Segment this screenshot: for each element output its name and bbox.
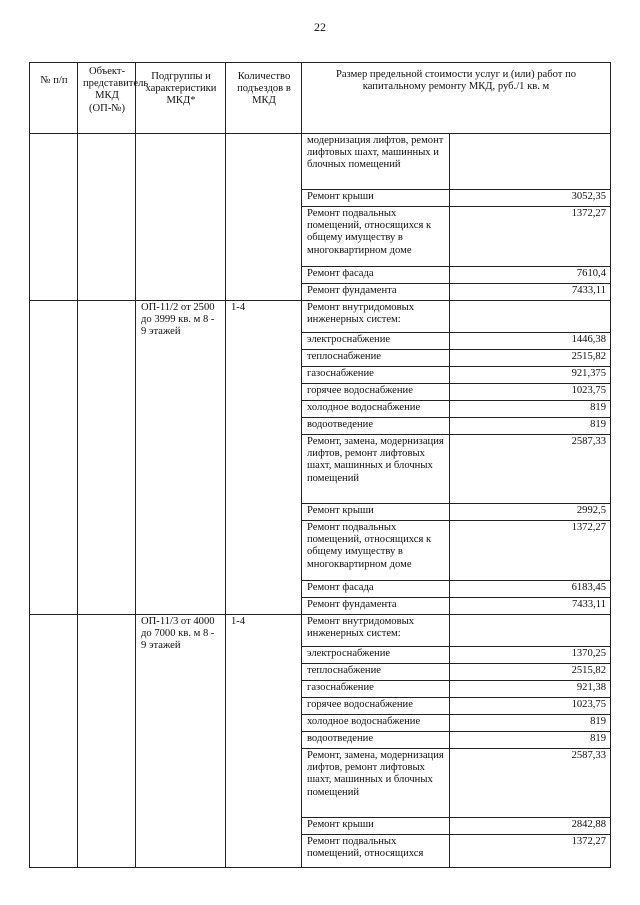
- cell-subgroup: [136, 134, 226, 301]
- cell-entrances: [226, 134, 302, 301]
- subgroup-name: ОП-11/3 от 4000 до 7000 кв. м 8 - 9 этажей: [136, 615, 226, 868]
- cell-num: [30, 615, 78, 868]
- cell-work-name: газоснабжение: [302, 367, 450, 384]
- cell-object: [78, 301, 136, 615]
- cell-work-name: Ремонт, замена, модернизация лифтов, ремонт лифтовых шахт, машинных и блочных помещений: [302, 749, 450, 818]
- cell-num: [30, 134, 78, 301]
- cell-cost-value: 1370,25: [450, 647, 611, 664]
- cell-cost-value: 7433,11: [450, 598, 611, 615]
- cell-work-name: электроснабжение: [302, 647, 450, 664]
- cell-cost-value: 2992,5: [450, 504, 611, 521]
- cell-cost-value: 819: [450, 732, 611, 749]
- cell-work-name: Ремонт подвальных помещений, относящихся к общему имуществу в многоквартирном доме: [302, 521, 450, 581]
- cell-cost-value: 1372,27: [450, 835, 611, 868]
- page-number: 22: [314, 20, 326, 34]
- cell-cost-value: 7433,11: [450, 284, 611, 301]
- cell-cost-value: 819: [450, 401, 611, 418]
- cell-num: [30, 301, 78, 615]
- entrance-count: 1-4: [226, 301, 302, 615]
- cell-work-name: Ремонт фасада: [302, 267, 450, 284]
- cell-cost-value: [450, 134, 611, 190]
- cell-cost-value: 6183,45: [450, 581, 611, 598]
- cell-cost-value: 2515,82: [450, 350, 611, 367]
- cell-work-name: водоотведение: [302, 418, 450, 435]
- cell-cost-value: 1372,27: [450, 521, 611, 581]
- cell-work-name: Ремонт фундамента: [302, 284, 450, 301]
- cost-table: [29, 62, 611, 868]
- cell-work-name: Ремонт подвальных помещений, относящихся к общему имуществу в многоквартирном доме: [302, 207, 450, 267]
- table-row: [30, 301, 611, 333]
- cell-work-name: горячее водоснабжение: [302, 698, 450, 715]
- cell-work-name: водоотведение: [302, 732, 450, 749]
- cell-work-name: Ремонт крыши: [302, 504, 450, 521]
- cell-work-name: теплоснабжение: [302, 350, 450, 367]
- table-header-row: [30, 63, 611, 134]
- cell-work-name: холодное водоснабжение: [302, 715, 450, 732]
- cell-cost-value: 2515,82: [450, 664, 611, 681]
- header-cost: Размер предельной стоимости услуг и (или) работ по капитальному ремонту МКД, руб./1 кв. м: [302, 63, 611, 134]
- cell-work-name: Ремонт подвальных помещений, относящихся: [302, 835, 450, 868]
- cell-cost-value: 3052,35: [450, 190, 611, 207]
- header-entrances: Количество подъездов в МКД: [226, 63, 302, 134]
- table-row: [30, 134, 611, 190]
- cell-work-name: теплоснабжение: [302, 664, 450, 681]
- entrance-count: 1-4: [226, 615, 302, 868]
- cell-cost-value: 1372,27: [450, 207, 611, 267]
- table-row: [30, 615, 611, 647]
- cell-cost-value: 1023,75: [450, 384, 611, 401]
- cell-cost-value: 2587,33: [450, 435, 611, 504]
- subgroup-name: ОП-11/2 от 2500 до 3999 кв. м 8 - 9 этажей: [136, 301, 226, 615]
- cell-cost-value: 921,375: [450, 367, 611, 384]
- header-subgroup: Подгруппы и характеристики МКД*: [136, 63, 226, 134]
- cell-work-name: Ремонт крыши: [302, 818, 450, 835]
- cell-cost-value: [450, 615, 611, 647]
- cell-object: [78, 134, 136, 301]
- cell-cost-value: 2842,88: [450, 818, 611, 835]
- cell-cost-value: 819: [450, 715, 611, 732]
- cell-cost-value: 7610,4: [450, 267, 611, 284]
- cell-work-name: Ремонт фасада: [302, 581, 450, 598]
- cell-cost-value: 1023,75: [450, 698, 611, 715]
- cell-cost-value: 2587,33: [450, 749, 611, 818]
- cell-work-name: Ремонт фундамента: [302, 598, 450, 615]
- cell-cost-value: 921,38: [450, 681, 611, 698]
- header-object: Объект-представитель МКД (ОП-№): [78, 63, 136, 134]
- cell-work-name: газоснабжение: [302, 681, 450, 698]
- cell-work-name: холодное водоснабжение: [302, 401, 450, 418]
- cell-work-name: Ремонт крыши: [302, 190, 450, 207]
- cell-work-name: Ремонт, замена, модернизация лифтов, ремонт лифтовых шахт, машинных и блочных помещений: [302, 435, 450, 504]
- cell-cost-value: [450, 301, 611, 333]
- cell-work-name: Ремонт внутридомовых инженерных систем:: [302, 615, 450, 647]
- cell-work-name: Ремонт внутридомовых инженерных систем:: [302, 301, 450, 333]
- table-body: [30, 134, 611, 868]
- cell-work-name: горячее водоснабжение: [302, 384, 450, 401]
- cell-object: [78, 615, 136, 868]
- cell-work-name: модернизация лифтов, ремонт лифтовых шахт, машинных и блочных помещений: [302, 134, 450, 190]
- cell-cost-value: 819: [450, 418, 611, 435]
- cell-cost-value: 1446,38: [450, 333, 611, 350]
- header-num: № п/п: [30, 63, 78, 134]
- cell-work-name: электроснабжение: [302, 333, 450, 350]
